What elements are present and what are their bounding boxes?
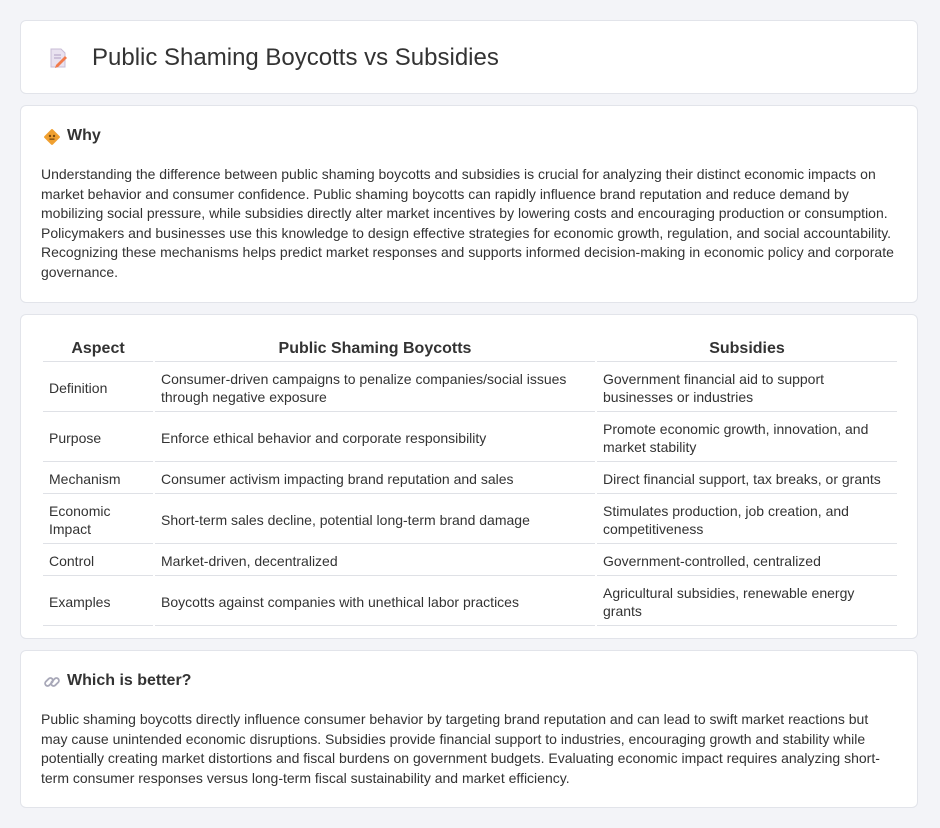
cell-boycotts: Enforce ethical behavior and corporate responsibility — [155, 414, 595, 462]
cell-aspect: Purpose — [43, 414, 153, 462]
table-row — [43, 414, 897, 462]
header-card — [20, 20, 918, 94]
cell-boycotts: Boycotts against companies with unethical labor practices — [155, 578, 595, 626]
cell-boycotts: Market-driven, decentralized — [155, 546, 595, 576]
cell-boycotts: Short-term sales decline, potential long-term brand damage — [155, 496, 595, 544]
cell-subsidies: Direct financial support, tax breaks, or grants — [597, 464, 897, 494]
table-row — [43, 578, 897, 626]
cell-boycotts: Consumer-driven campaigns to penalize companies/social issues through negative exposure — [155, 364, 595, 412]
table-row — [43, 496, 897, 544]
cell-aspect: Mechanism — [43, 464, 153, 494]
cell-subsidies: Government-controlled, centralized — [597, 546, 897, 576]
cell-subsidies: Promote economic growth, innovation, and market stability — [597, 414, 897, 462]
comparison-section — [20, 314, 918, 639]
table-row — [43, 364, 897, 412]
header-boycotts: Public Shaming Boycotts — [155, 337, 595, 362]
cell-boycotts: Consumer activism impacting brand reputation and sales — [155, 464, 595, 494]
which-is-better-title: Which is better? — [67, 672, 192, 689]
comparison-table — [41, 335, 899, 628]
why-text: Understanding the difference between public shaming boycotts and subsidies is crucial for analyzing their distinct economic impacts on market behavior and consumer confidence. Public shaming boycotts can rapidly influence brand reputation and reduce demand by mobilizing social pressure, while subsidies directly alter market incentives by lowering costs and encouraging production or consumption. Policymakers and businesses use this knowledge to design effective strategies for economic growth, regulation, and social accountability. Recognizing these mechanisms helps predict market responses and supports informed decision-making in economic policy and corporate governance. — [41, 166, 894, 280]
cell-subsidies: Agricultural subsidies, renewable energy grants — [597, 578, 897, 626]
cell-subsidies: Stimulates production, job creation, and competitiveness — [597, 496, 897, 544]
header-subsidies: Subsidies — [597, 337, 897, 362]
document-pencil-icon — [47, 47, 69, 69]
table-header-row — [43, 337, 897, 362]
cell-aspect: Definition — [43, 364, 153, 412]
table-row — [43, 464, 897, 494]
why-title: Why — [67, 127, 101, 144]
header-aspect: Aspect — [43, 337, 153, 362]
why-section — [20, 105, 918, 303]
cell-aspect: Examples — [43, 578, 153, 626]
page-title: Public Shaming Boycotts vs Subsidies — [92, 44, 499, 71]
link-icon — [43, 673, 61, 691]
cell-aspect: Control — [43, 546, 153, 576]
cell-aspect: Economic Impact — [43, 496, 153, 544]
diamond-sign-icon — [43, 128, 61, 146]
table-row — [43, 546, 897, 576]
which-is-better-text: Public shaming boycotts directly influence consumer behavior by targeting brand reputation and can lead to swift market reactions but may cause unintended economic disruptions. Subsidies provide financial support to industries, encouraging growth and stability while potentially creating market distortions and fiscal burdens on government budgets. Evaluating economic impact requires analyzing short-term consumer responses versus long-term fiscal sustainability and market efficiency. — [41, 711, 880, 786]
cell-subsidies: Government financial aid to support businesses or industries — [597, 364, 897, 412]
which-is-better-section — [20, 650, 918, 808]
